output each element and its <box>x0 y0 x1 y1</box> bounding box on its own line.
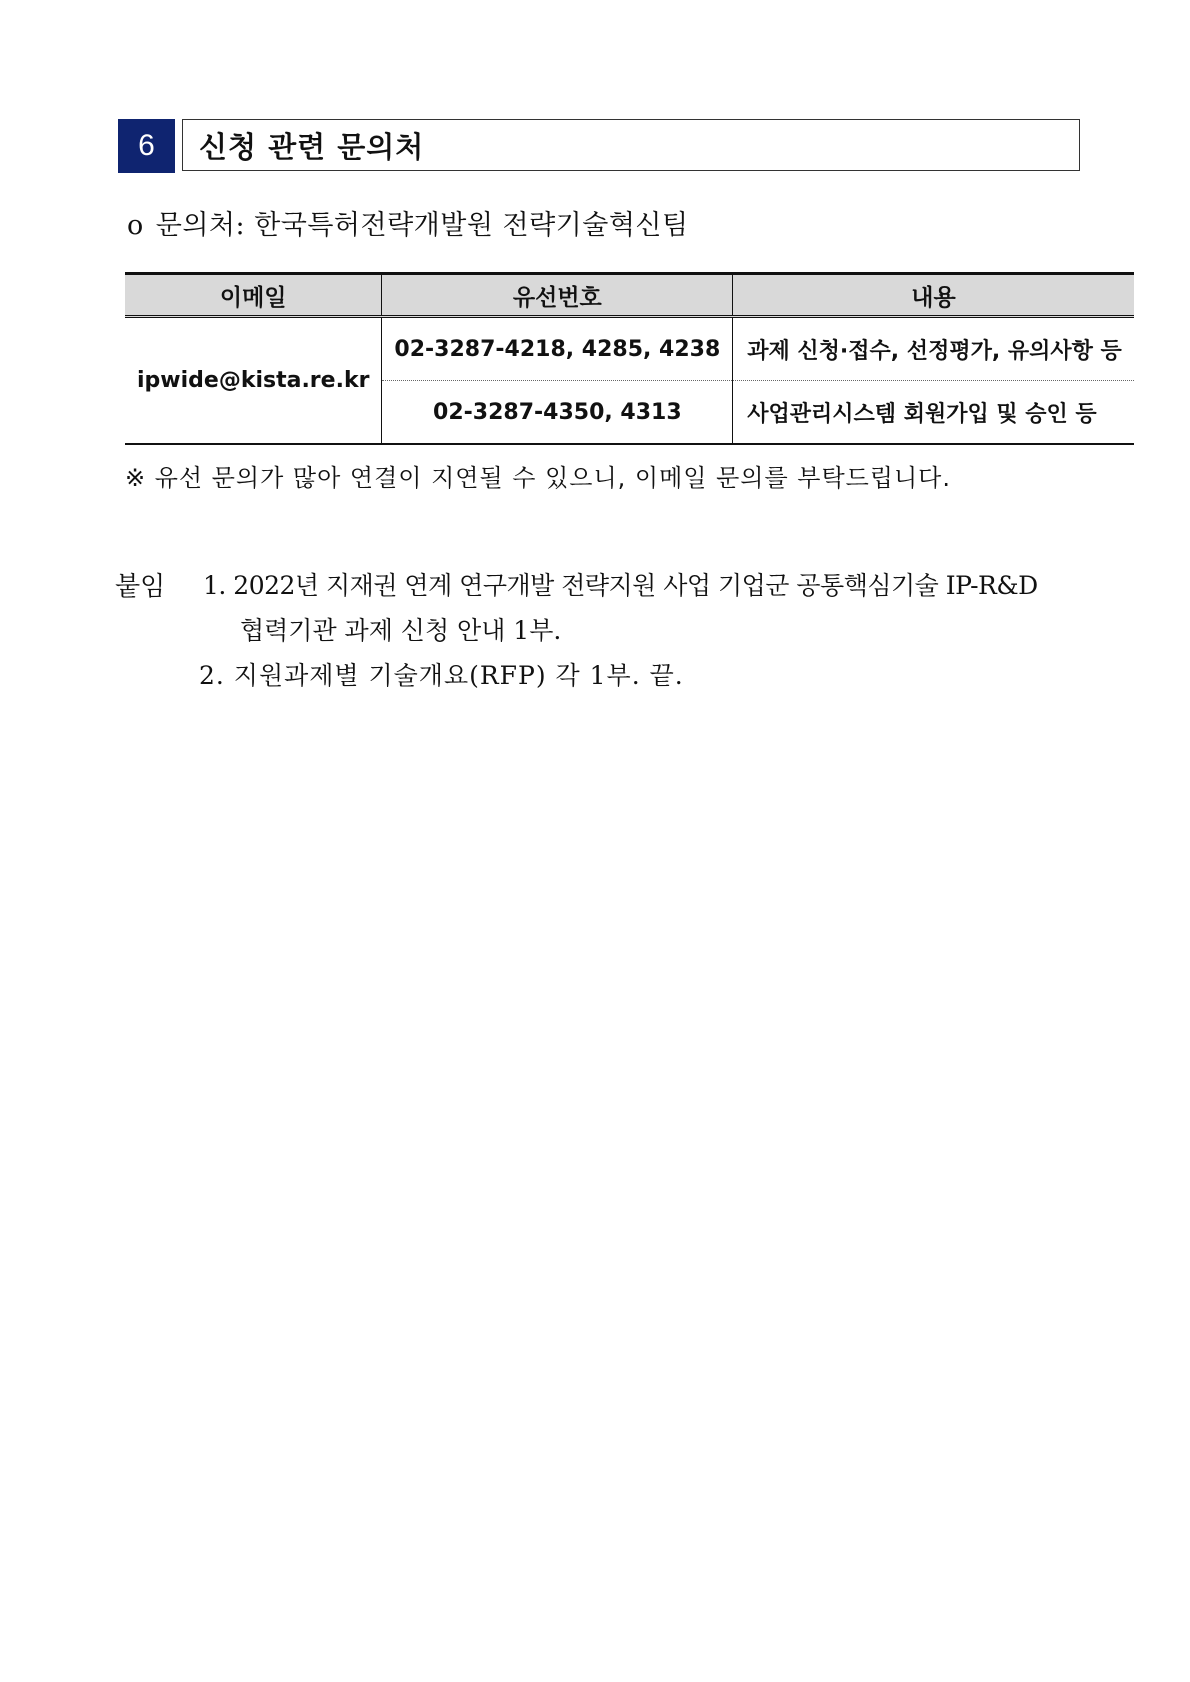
contact-table <box>125 272 1134 445</box>
contact-text: 문의처: 한국특허전략개발원 전략기술혁신팀 <box>155 210 689 241</box>
section-header <box>118 119 1080 173</box>
table-row <box>125 317 1134 381</box>
email-cell: ipwide@kista.re.kr <box>125 317 382 445</box>
phone-cell: 02-3287-4218, 4285, 4238 <box>382 317 733 381</box>
attachment-item-2: 2. 지원과제별 기술개요(RFP) 각 1부. 끝. <box>199 661 684 690</box>
header-email: 이메일 <box>125 274 382 317</box>
attachment-item-1-continued: 협력기관 과제 신청 안내 1부. <box>240 616 562 645</box>
phone-cell: 02-3287-4350, 4313 <box>382 381 733 445</box>
attachment-label: 붙임 <box>115 572 166 602</box>
content-cell: 사업관리시스템 회원가입 및 승인 등 <box>733 381 1134 445</box>
attachment-item-1: 1. 2022년 지재권 연계 연구개발 전략지원 사업 기업군 공통핵심기술 IP-R&D <box>203 571 1038 600</box>
note-text: ※ 유선 문의가 많아 연결이 지연될 수 있으니, 이메일 문의를 부탁드립니다. <box>125 464 951 492</box>
content-cell: 과제 신청·접수, 선정평가, 유의사항 등 <box>733 317 1134 381</box>
header-phone: 유선번호 <box>382 274 733 317</box>
section-title: 신청 관련 문의처 <box>182 119 1080 171</box>
section-number: 6 <box>118 119 175 173</box>
header-content: 내용 <box>733 274 1134 317</box>
contact-bullet: o <box>127 210 144 241</box>
contact-line <box>127 203 689 242</box>
